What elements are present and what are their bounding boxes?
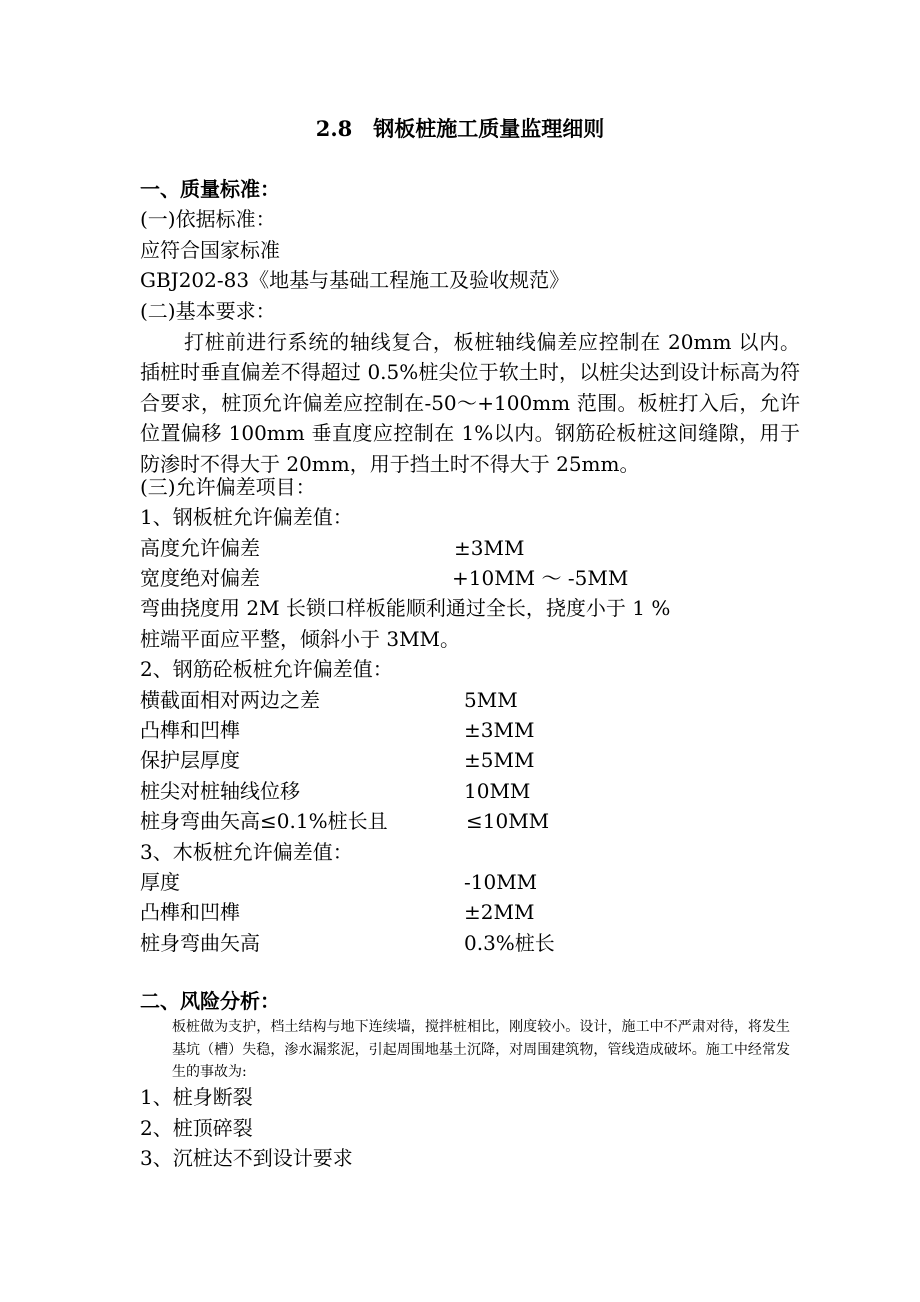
tolerance-value: 5MM (464, 688, 518, 712)
basis-standard: GBJ202-83《地基与基础工程施工及验收规范》 (140, 268, 570, 292)
tolerance-label: 桩身弯曲矢高 (140, 931, 260, 955)
list-item: 1、桩身断裂 (140, 1085, 253, 1109)
risk-paragraph: 板桩做为支护，档土结构与地下连续墙，搅拌桩相比，刚度较小。设计，施工中不严肃对待，将发生基坑（槽）失稳，渗水漏浆泥，引起周围地基土沉降，对周围建筑物，管线造成破坏。施工中经常发生的事故为: (172, 1019, 790, 1080)
subheading-allowable-deviation: (三)允许偏差项目： (140, 475, 316, 499)
steel-note-bending: 弯曲挠度用 2M 长锁口样板能顺利通过全长，挠度小于 1 % (140, 596, 671, 620)
tolerance-value: 10MM (464, 779, 531, 803)
section-heading-quality-standard: 一、质量标准： (140, 177, 280, 201)
tolerance-label: 高度允许偏差 (140, 536, 260, 560)
tolerance-label: 厚度 (140, 870, 180, 894)
tolerance-value: ±3MM (454, 536, 525, 560)
tolerance-value: +10MM ～ -5MM (452, 566, 629, 590)
basis-text: 应符合国家标准 (140, 238, 280, 262)
wood-pile-heading: 3、木板桩允许偏差值： (140, 840, 353, 864)
tolerance-value: -10MM (464, 870, 538, 894)
tolerance-label: 横截面相对两边之差 (140, 688, 320, 712)
tolerance-value: 0.3%桩长 (464, 931, 555, 955)
tolerance-label: 凸榫和凹榫 (140, 900, 240, 924)
steel-pile-heading: 1、钢板桩允许偏差值： (140, 505, 353, 529)
tolerance-label: 凸榫和凹榫 (140, 718, 240, 742)
requirements-paragraph: 打桩前进行系统的轴线复合，板桩轴线偏差应控制在 20mm 以内。插桩时垂直偏差不得超过 0.5%桩尖位于软土时，以桩尖达到设计标高为符合要求，桩顶允许偏差应控制在-50～+100mm 范围。板桩打入后，允许位置偏移 100mm 垂直度应控制在 1%以内。钢筋砼板桩这间缝隙，用于防渗时不得大于 20mm，用于挡土时不得大于 25mm。 (140, 330, 800, 476)
tolerance-value: ±5MM (464, 748, 535, 772)
subheading-basis: (一)依据标准： (140, 207, 276, 231)
page-title: 2.8 钢板桩施工质量监理细则 (315, 116, 605, 141)
tolerance-label: 保护层厚度 (140, 748, 240, 772)
section-heading-risk-analysis: 二、风险分析： (140, 989, 280, 1013)
tolerance-value: ±3MM (464, 718, 535, 742)
subheading-basic-requirements: (二)基本要求： (140, 299, 276, 323)
tolerance-label: 桩身弯曲矢高≤0.1%桩长且 (140, 809, 388, 833)
list-item: 2、桩顶碎裂 (140, 1116, 253, 1140)
concrete-pile-heading: 2、钢筋砼板桩允许偏差值： (140, 657, 393, 681)
steel-note-end-plane: 桩端平面应平整，倾斜小于 3MM。 (140, 627, 461, 651)
list-item: 3、沉桩达不到设计要求 (140, 1146, 353, 1170)
tolerance-label: 桩尖对桩轴线位移 (140, 779, 300, 803)
tolerance-value: ±2MM (464, 900, 535, 924)
tolerance-label: 宽度绝对偏差 (140, 566, 260, 590)
tolerance-value: ≤10MM (466, 809, 550, 833)
